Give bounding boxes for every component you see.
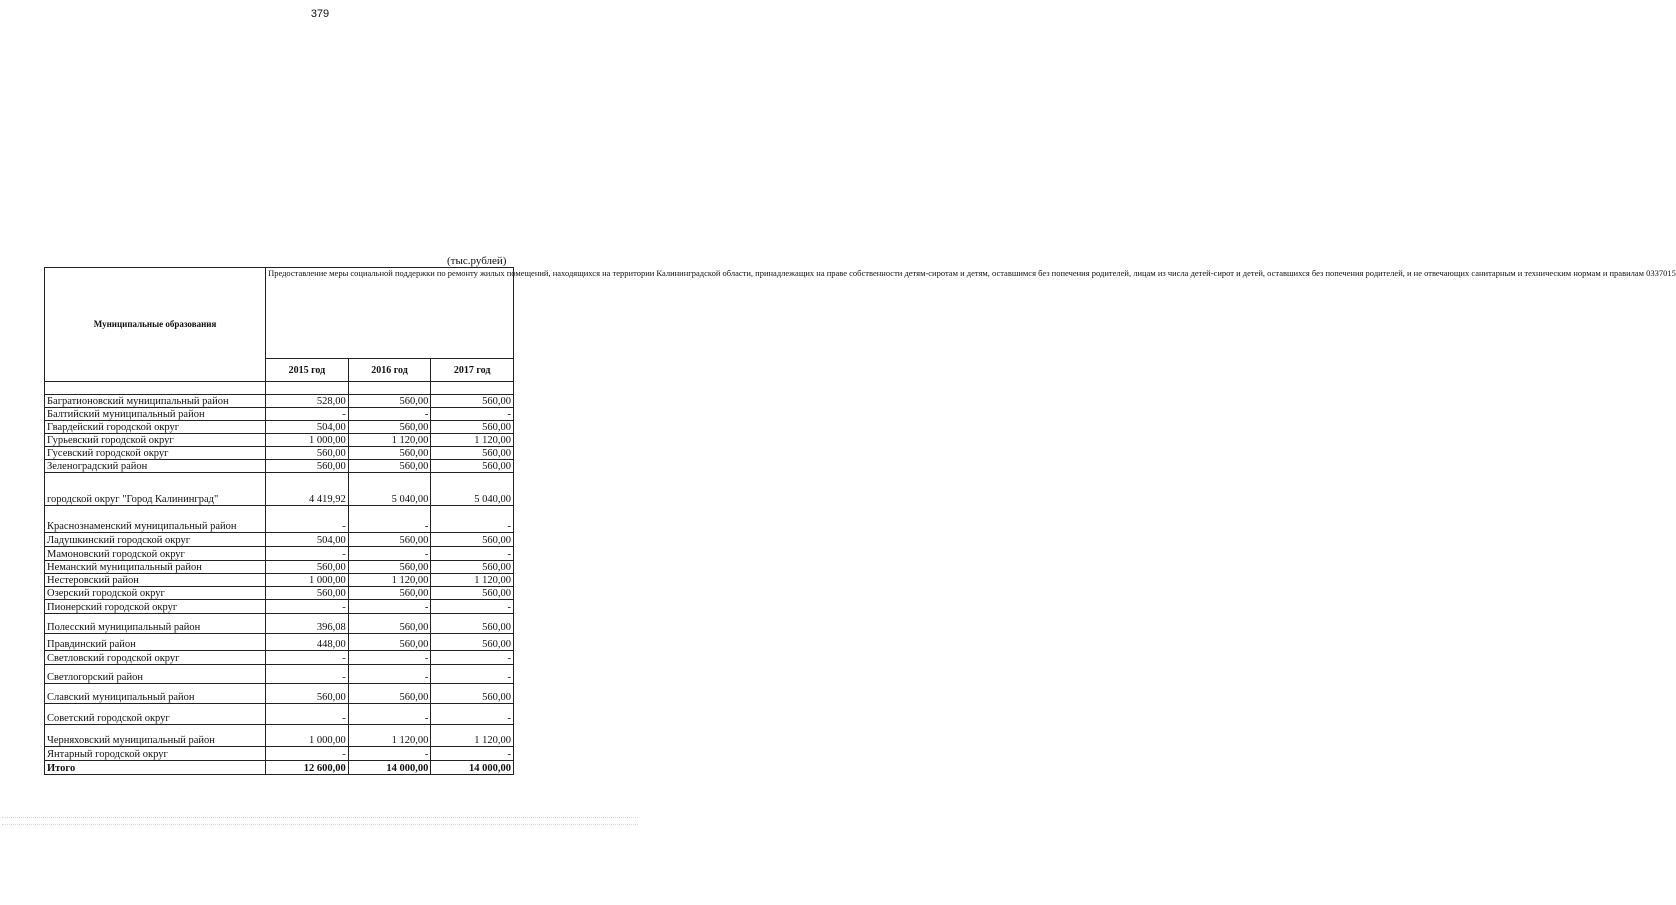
municipality-name: Балтийский муниципальный район — [45, 408, 266, 421]
column-header-description: Предоставление меры социальной поддержки по ремонту жилых помещений, находящихся на территории Калининградской области, принадлежащих на праве собственности детям-сиротам и детям, оставшимся без попечения родителей, лицам из числа детей-сирот и детей, оставшихся без попечения родителей, и не отвечающих санитарным и техническим нормам и правилам 0337015 — [266, 268, 514, 359]
table-row — [45, 684, 514, 704]
value-cell-2017: - — [431, 704, 514, 725]
municipality-name: Нестеровский район — [45, 574, 266, 587]
value-cell-2017: 560,00 — [431, 634, 514, 651]
table-row — [45, 547, 514, 561]
value-cell-2017: 560,00 — [431, 460, 514, 473]
value-cell-2015: - — [266, 600, 349, 614]
table-row — [45, 561, 514, 574]
municipality-name: Озерский городской округ — [45, 587, 266, 600]
value-cell-2016: - — [348, 547, 431, 561]
municipality-name: городской округ "Город Калининград" — [45, 473, 266, 506]
municipality-name: Краснознаменский муниципальный район — [45, 506, 266, 533]
municipality-name: Черняховский муниципальный район — [45, 725, 266, 747]
value-cell-2017: - — [431, 665, 514, 684]
table-row — [45, 395, 514, 408]
value-cell-2016: 560,00 — [348, 421, 431, 434]
table-row — [45, 506, 514, 533]
table-row — [45, 614, 514, 634]
value-cell-2015: 1 000,00 — [266, 725, 349, 747]
table-row — [45, 587, 514, 600]
value-cell-2015: - — [266, 704, 349, 725]
value-cell-2017: - — [431, 651, 514, 665]
table-row — [45, 665, 514, 684]
value-cell-2015: 504,00 — [266, 533, 349, 547]
table-row — [45, 725, 514, 747]
value-cell-2016: 1 120,00 — [348, 574, 431, 587]
value-cell-2017: - — [431, 747, 514, 761]
total-value-2017: 14 000,00 — [431, 761, 514, 775]
municipality-name: Ладушкинский городской округ — [45, 533, 266, 547]
table-row — [45, 747, 514, 761]
municipality-name: Светловский городской округ — [45, 651, 266, 665]
value-cell-2017: 560,00 — [431, 533, 514, 547]
value-cell-2016: - — [348, 651, 431, 665]
municipality-name: Славский муниципальный район — [45, 684, 266, 704]
municipality-name: Полесский муниципальный район — [45, 614, 266, 634]
spacer-cell — [348, 382, 431, 395]
value-cell-2017: 1 120,00 — [431, 574, 514, 587]
value-cell-2016: 560,00 — [348, 395, 431, 408]
value-cell-2016: - — [348, 506, 431, 533]
year-header-2016: 2016 год — [348, 359, 431, 382]
value-cell-2017: - — [431, 547, 514, 561]
value-cell-2017: - — [431, 600, 514, 614]
value-cell-2015: - — [266, 747, 349, 761]
value-cell-2017: 560,00 — [431, 684, 514, 704]
value-cell-2015: 560,00 — [266, 684, 349, 704]
value-cell-2016: 560,00 — [348, 684, 431, 704]
value-cell-2016: 560,00 — [348, 561, 431, 574]
value-cell-2016: 5 040,00 — [348, 473, 431, 506]
total-value-2015: 12 600,00 — [266, 761, 349, 775]
value-cell-2016: - — [348, 747, 431, 761]
year-header-2017: 2017 год — [431, 359, 514, 382]
page-number: 379 — [310, 8, 330, 20]
value-cell-2015: 560,00 — [266, 561, 349, 574]
municipality-name: Зеленоградский район — [45, 460, 266, 473]
spacer-cell — [431, 382, 514, 395]
value-cell-2016: - — [348, 665, 431, 684]
municipality-name: Советский городской округ — [45, 704, 266, 725]
value-cell-2017: 560,00 — [431, 561, 514, 574]
value-cell-2017: 5 040,00 — [431, 473, 514, 506]
value-cell-2016: - — [348, 704, 431, 725]
value-cell-2017: 560,00 — [431, 395, 514, 408]
table-row — [45, 408, 514, 421]
value-cell-2017: 560,00 — [431, 421, 514, 434]
value-cell-2015: - — [266, 506, 349, 533]
value-cell-2016: 1 120,00 — [348, 725, 431, 747]
table-row — [45, 574, 514, 587]
table-row — [45, 421, 514, 434]
value-cell-2015: - — [266, 665, 349, 684]
value-cell-2016: 560,00 — [348, 614, 431, 634]
table-row — [45, 533, 514, 547]
value-cell-2015: 528,00 — [266, 395, 349, 408]
value-cell-2017: 560,00 — [431, 587, 514, 600]
spacer-cell — [45, 382, 266, 395]
table-row — [45, 600, 514, 614]
scan-artifact-line — [2, 824, 638, 825]
table-row — [45, 473, 514, 506]
municipality-name: Багратионовский муниципальный район — [45, 395, 266, 408]
total-value-2016: 14 000,00 — [348, 761, 431, 775]
value-cell-2015: 1 000,00 — [266, 574, 349, 587]
municipality-name: Неманский муниципальный район — [45, 561, 266, 574]
value-cell-2016: 560,00 — [348, 587, 431, 600]
value-cell-2017: 560,00 — [431, 447, 514, 460]
value-cell-2015: 560,00 — [266, 460, 349, 473]
municipality-name: Янтарный городской округ — [45, 747, 266, 761]
year-header-2015: 2015 год — [266, 359, 349, 382]
municipality-name: Пионерский городской округ — [45, 600, 266, 614]
value-cell-2017: - — [431, 506, 514, 533]
table-row — [45, 634, 514, 651]
table-row — [45, 651, 514, 665]
municipality-name: Правдинский район — [45, 634, 266, 651]
total-row — [45, 761, 514, 775]
value-cell-2015: 4 419,92 — [266, 473, 349, 506]
municipality-name: Светлогорский район — [45, 665, 266, 684]
table-row — [45, 704, 514, 725]
value-cell-2015: - — [266, 651, 349, 665]
municipality-name: Гусевский городской округ — [45, 447, 266, 460]
municipality-name: Гурьевский городской округ — [45, 434, 266, 447]
spacer-cell — [266, 382, 349, 395]
value-cell-2015: - — [266, 547, 349, 561]
value-cell-2015: 560,00 — [266, 587, 349, 600]
budget-table — [44, 267, 1676, 775]
scan-artifact-line — [2, 817, 638, 818]
value-cell-2017: 1 120,00 — [431, 434, 514, 447]
value-cell-2016: - — [348, 408, 431, 421]
value-cell-2015: 560,00 — [266, 447, 349, 460]
column-header-municipalities: Муниципальные образования — [45, 268, 266, 382]
value-cell-2015: 396,08 — [266, 614, 349, 634]
table-row — [45, 434, 514, 447]
value-cell-2016: 560,00 — [348, 447, 431, 460]
value-cell-2017: 560,00 — [431, 614, 514, 634]
value-cell-2016: 560,00 — [348, 634, 431, 651]
municipality-name: Мамоновский городской округ — [45, 547, 266, 561]
total-label: Итого — [45, 761, 266, 775]
value-cell-2016: 560,00 — [348, 460, 431, 473]
value-cell-2016: 560,00 — [348, 533, 431, 547]
value-cell-2015: - — [266, 408, 349, 421]
table-row — [45, 460, 514, 473]
municipality-name: Гвардейский городской округ — [45, 421, 266, 434]
value-cell-2015: 448,00 — [266, 634, 349, 651]
value-cell-2015: 504,00 — [266, 421, 349, 434]
value-cell-2015: 1 000,00 — [266, 434, 349, 447]
value-cell-2016: 1 120,00 — [348, 434, 431, 447]
table-row — [45, 447, 514, 460]
units-label: (тыс.рублей) — [447, 255, 507, 267]
value-cell-2016: - — [348, 600, 431, 614]
spacer-row — [45, 382, 514, 395]
value-cell-2017: 1 120,00 — [431, 725, 514, 747]
value-cell-2017: - — [431, 408, 514, 421]
